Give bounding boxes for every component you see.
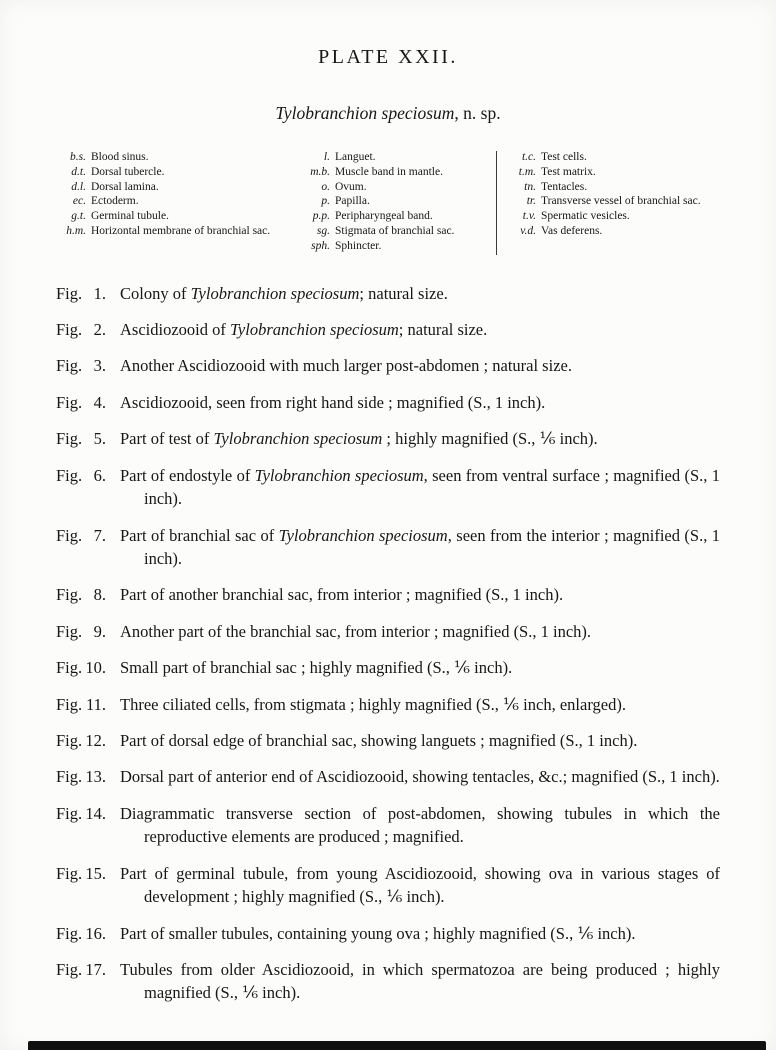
caption-text: Another Ascidiozooid with much larger post-abdomen ; natural size. [120,356,572,376]
legend-entry [300,195,496,209]
figure-word: Fig. [56,585,83,605]
figure-number: 14. [85,803,106,823]
figure-label [56,765,106,788]
figure-label [56,427,106,450]
figure-caption [120,464,720,511]
figure-caption [120,354,720,377]
abbreviation: v.d. [520,224,536,237]
figure-number: 11. [85,694,106,714]
abbreviation: g.t. [71,210,86,223]
abbreviation-label: Muscle band in mantle. [335,165,443,178]
figure-caption-row [56,391,720,414]
abbreviation: tn. [524,180,536,193]
abbreviation-label: Transverse vessel of branchial sac. [541,195,701,208]
abbreviation-label: Papilla. [335,195,370,208]
abbreviation-label: Vas deferens. [541,224,603,237]
figure-caption [120,524,720,571]
legend-column-2 [300,151,496,255]
caption-text: Part of germinal tubule, from young Ascidiozooid, showing ova in various stages of development ; highly magnified (S., ⅙ inch). [120,863,720,907]
caption-text: Part of smaller tubules, containing young ova ; highly magnified (S., ⅙ inch). [120,923,636,943]
figure-number: 13. [85,767,106,787]
abbreviation-legend [56,151,722,255]
caption-text: Dorsal part of anterior end of Ascidiozooid, showing tentacles, &c.; magnified (S., 1 inch). [120,767,720,787]
abbreviation-label: Germinal tubule. [91,210,169,223]
figure-list [56,282,720,1005]
legend-entry [300,151,496,165]
abbreviation-label: Test cells. [541,151,587,163]
figure-caption-row [56,693,720,716]
figure-caption [120,583,720,606]
figure-label [56,464,106,511]
caption-text: Three ciliated cells, from stigmata ; highly magnified (S., ⅙ inch, enlarged). [120,694,626,714]
figure-label [56,802,106,849]
figure-number: 9. [93,621,106,641]
figure-label [56,862,106,909]
legend-entry [506,195,722,209]
figure-word: Fig. [56,465,83,485]
figure-label [56,620,106,643]
abbreviation-label: Dorsal lamina. [91,180,159,193]
figure-number: 2. [93,320,106,339]
figure-label [56,656,106,679]
figure-caption [120,318,720,341]
figure-caption [120,729,720,752]
figure-number: 10. [85,658,106,678]
legend-entry [56,210,300,224]
figure-caption [120,427,720,450]
abbreviation-label: Ovum. [335,180,367,193]
figure-word: Fig. [56,863,83,883]
abbreviation: d.t. [71,165,86,178]
caption-text: Tubules from older Ascidiozooid, in which spermatozoa are being produced ; highly magnified (S., ⅙ inch). [120,960,720,1003]
figure-number: 3. [93,356,106,376]
figure-word: Fig. [56,923,83,943]
figure-number: 4. [93,392,106,412]
abbreviation: m.b. [310,165,330,178]
species-name: Tylobranchion speciosum [229,320,399,339]
figure-caption-row [56,354,720,377]
species-name: Tylobranchion speciosum [213,429,383,449]
figure-caption-row [56,765,720,788]
figure-caption-row [56,620,720,643]
figure-caption [120,391,720,414]
figure-word: Fig. [56,731,83,751]
figure-word: Fig. [56,283,83,303]
figure-label [56,391,106,414]
figure-caption [120,656,720,679]
figure-word: Fig. [56,960,83,980]
abbreviation-label: Ectoderm. [91,195,139,208]
caption-text: ; natural size. [359,283,448,303]
figure-number: 16. [85,923,106,943]
figure-caption-row [56,464,720,511]
legend-entry [300,166,496,180]
figure-caption [120,922,720,945]
figure-word: Fig. [56,392,83,412]
figure-number: 17. [85,960,106,980]
figure-word: Fig. [56,320,83,339]
abbreviation: p. [321,195,330,208]
figure-caption [120,765,720,788]
caption-text: Part of another branchial sac, from interior ; magnified (S., 1 inch). [120,585,564,605]
caption-text: Part of endostyle of [120,465,255,485]
abbreviation-label: Sphincter. [335,239,382,252]
abbreviation-label: Horizontal membrane of branchial sac. [91,224,271,237]
figure-caption [120,693,720,716]
caption-text: Diagrammatic transverse section of post-abdomen, showing tubules in which the reproductive elements are produced ; magnified. [120,803,720,847]
caption-text: Part of dorsal edge of branchial sac, showing languets ; magnified (S., 1 inch). [120,731,638,751]
figure-caption [120,282,720,305]
figure-caption-row [56,583,720,606]
abbreviation: o. [321,180,330,193]
figure-word: Fig. [56,694,83,714]
figure-label [56,729,106,752]
figure-caption-row [56,318,720,341]
abbreviation-label: Spermatic vesicles. [541,210,630,223]
legend-entry [506,225,722,239]
species-name: Tylobranchion speciosum [254,465,424,485]
abbreviation: l. [323,151,330,163]
figure-number: 6. [93,465,106,485]
figure-caption-row [56,524,720,571]
abbreviation: d.l. [71,180,86,193]
abbreviation-label: Stigmata of branchial sac. [335,224,455,237]
abbreviation-label: Dorsal tubercle. [91,165,165,178]
species-name: Tylobranchion speciosum [278,525,448,545]
species-subtitle [0,103,776,124]
species-name: Tylobranchion speciosum [190,283,360,303]
abbreviation: tr. [526,195,536,208]
figure-number: 8. [93,585,106,605]
figure-caption-row [56,427,720,450]
legend-entry [300,225,496,239]
legend-entry [56,151,300,165]
legend-entry [56,195,300,209]
figure-caption [120,862,720,909]
abbreviation-label: Languet. [335,151,376,163]
figure-label [56,693,106,716]
abbreviation-label: Blood sinus. [91,151,149,163]
figure-caption-row [56,656,720,679]
caption-text: , seen from ventral surface ; magnified (S., 1 inch). [144,465,720,509]
abbreviation-label: Peripharyngeal band. [335,210,433,223]
caption-text: Small part of branchial sac ; highly magnified (S., ⅙ inch). [120,658,513,678]
figure-caption-row [56,922,720,945]
figure-word: Fig. [56,429,83,449]
figure-word: Fig. [56,356,83,376]
caption-text: ; highly magnified (S., ⅙ inch). [382,429,598,449]
figure-label [56,524,106,571]
caption-text: Ascidiozooid, seen from right hand side ; magnified (S., 1 inch). [120,392,546,412]
caption-text: , seen from the interior ; magnified (S., 1 inch). [144,525,720,568]
abbreviation: sph. [311,239,330,252]
abbreviation-label: Test matrix. [541,165,596,178]
figure-word: Fig. [56,525,83,545]
figure-label [56,922,106,945]
abbreviation-label: Tentacles. [541,180,588,193]
abbreviation: h.m. [66,224,86,237]
plate-title: PLATE XXII. [318,46,458,68]
abbreviation: p.p. [312,210,330,223]
figure-label [56,958,106,1005]
figure-number: 5. [93,429,106,449]
abbreviation: ec. [72,195,86,208]
figure-caption-row [56,282,720,305]
scan-artifact-bottom-bar [28,1041,766,1050]
legend-entry [300,181,496,195]
legend-entry [506,181,722,195]
figure-caption [120,802,720,849]
figure-caption-row [56,958,720,1005]
subtitle-suffix: , n. sp. [454,103,501,123]
figure-label [56,282,106,305]
legend-entry [56,181,300,195]
figure-number: 15. [85,863,106,883]
abbreviation: t.v. [522,210,536,223]
caption-text: Part of branchial sac of [120,525,279,545]
figure-caption [120,958,720,1005]
abbreviation: b.s. [70,151,86,163]
figure-label [56,583,106,606]
species-name: Tylobranchion speciosum [275,103,455,123]
figure-caption-row [56,729,720,752]
caption-text: ; natural size. [398,320,488,339]
figure-caption-row [56,862,720,909]
legend-entry [506,151,722,165]
caption-text: Another part of the branchial sac, from interior ; magnified (S., 1 inch). [120,621,592,641]
legend-entry [506,166,722,180]
abbreviation: t.m. [518,165,536,178]
figure-caption-row [56,802,720,849]
abbreviation: sg. [316,224,330,237]
figure-word: Fig. [56,658,83,678]
legend-entry [300,240,496,254]
figure-number: 12. [85,731,106,751]
figure-label [56,318,106,341]
figure-label [56,354,106,377]
legend-entry [300,210,496,224]
abbreviation: t.c. [521,151,536,163]
legend-entry [56,225,300,239]
caption-text: Colony of [120,283,191,303]
figure-word: Fig. [56,803,83,823]
figure-caption [120,620,720,643]
figure-word: Fig. [56,767,83,787]
legend-entry [506,210,722,224]
caption-text: Ascidiozooid of [120,320,230,339]
legend-column-1 [56,151,300,255]
caption-text: Part of test of [120,429,214,449]
figure-number: 1. [93,283,106,303]
figure-number: 7. [93,525,106,545]
legend-column-3 [496,151,722,255]
legend-entry [56,166,300,180]
figure-word: Fig. [56,621,83,641]
